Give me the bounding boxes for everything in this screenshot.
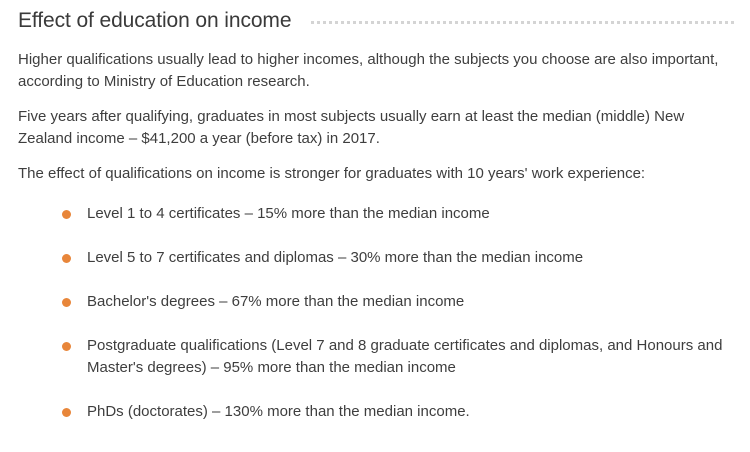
section-title: Effect of education on income	[18, 9, 292, 32]
experience-paragraph: The effect of qualifications on income is stronger for graduates with 10 years' work experience:	[18, 165, 646, 182]
bullet-dot-icon	[62, 210, 71, 219]
list-item	[18, 401, 734, 423]
bullet-dot-icon	[62, 254, 71, 263]
list-item-text: PhDs (doctorates) – 130% more than the median income.	[87, 403, 470, 420]
list-item	[18, 291, 734, 313]
heading-row	[18, 0, 734, 42]
bullet-dot-icon	[62, 342, 71, 351]
bullet-dot-icon	[62, 298, 71, 307]
list-item-text: Postgraduate qualifications (Level 7 and 8 graduate certificates and diplomas, and Honours and Master's degrees) – 95% more than the median income	[87, 337, 723, 376]
qualification-list	[18, 203, 734, 423]
dotted-divider	[311, 21, 734, 24]
list-item	[18, 335, 734, 379]
list-item	[18, 247, 734, 269]
median-income-paragraph: Five years after qualifying, graduates in most subjects usually earn at least the median (middle) New Zealand income – $41,200 a year (before tax) in 2017.	[18, 108, 685, 147]
list-item-text: Level 1 to 4 certificates – 15% more than the median income	[87, 205, 490, 222]
intro-paragraph: Higher qualifications usually lead to higher incomes, although the subjects you choose are also important, according to Ministry of Education research.	[18, 51, 719, 90]
list-item	[18, 203, 734, 225]
bullet-dot-icon	[62, 408, 71, 417]
list-item-text: Bachelor's degrees – 67% more than the median income	[87, 293, 465, 310]
content-section	[18, 0, 734, 445]
list-item-text: Level 5 to 7 certificates and diplomas – 30% more than the median income	[87, 249, 584, 266]
